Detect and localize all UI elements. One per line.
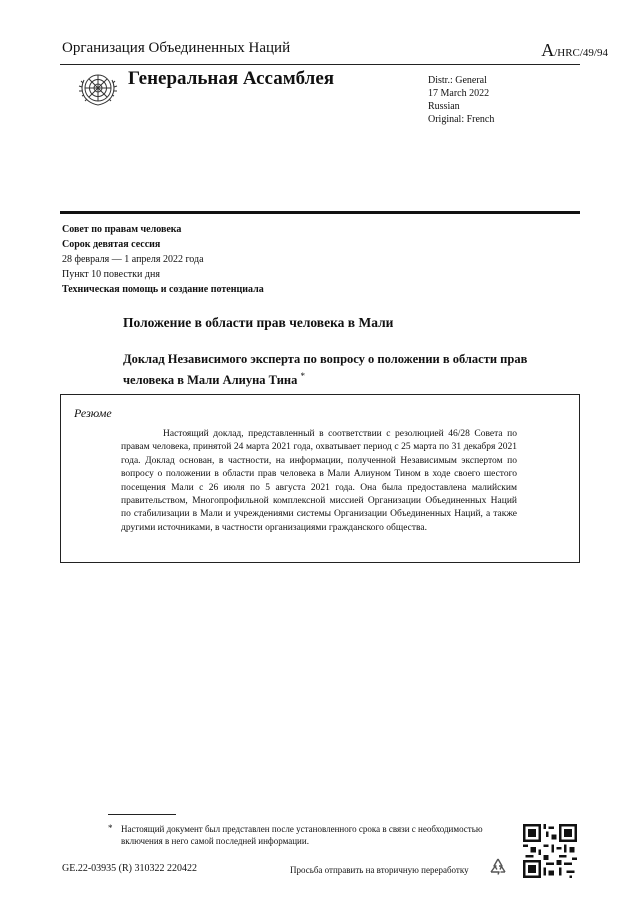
- council-name: Совет по правам человека: [62, 224, 182, 235]
- document-subtitle: [123, 351, 543, 389]
- agenda-item: Пункт 10 повестки дня: [62, 269, 160, 280]
- language-line: Russian: [428, 101, 460, 112]
- original-line: Original: French: [428, 114, 495, 125]
- symbol-prefix: A: [541, 40, 555, 60]
- document-symbol: [541, 40, 608, 61]
- assembly-title: Генеральная Ассамблея: [128, 68, 335, 89]
- recycle-notice: Просьба отправить на вторичную переработку: [290, 865, 469, 875]
- recycle-icon: [488, 857, 508, 877]
- footnote-rule: [108, 814, 176, 815]
- agenda-item-title: Техническая помощь и создание потенциала: [62, 284, 264, 295]
- footnote-mark: *: [108, 823, 113, 833]
- document-number: GE.22-03935 (R) 310322 220422: [62, 863, 197, 874]
- distr-line: Distr.: General: [428, 75, 487, 86]
- session-block: [62, 222, 264, 297]
- qr-code-icon: [523, 824, 577, 878]
- summary-label: Резюме: [74, 406, 112, 420]
- organization-name: Организация Объединенных Наций: [62, 40, 291, 56]
- un-emblem-icon: [78, 68, 118, 108]
- subtitle-text: Доклад Независимого эксперта по вопросу о положении в области прав человека в Мали Алиуна Тина: [123, 352, 528, 388]
- symbol-rest: /HRC/49/94: [554, 47, 608, 59]
- date-line: 17 March 2022: [428, 88, 490, 99]
- summary-text: Настоящий доклад, представленный в соответствии с резолюцией 46/28 Совета по правам человека, принятой 24 марта 2021 года, охватывает период с 25 марта по 31 декабря 2021 года. Доклад основан, в частности, на информации, полученной Независимым экспертом по вопросу о положении в области прав человека в Мали Алиуном Тином в ходе своего шестого посещения Мали с 26 июля по 5 августа 2021 года. Она была предоставлена малийским правительством, Многопрофильной комплексной миссией Организации Объединенных Наций по стабилизации в Мали и учреждениями системы Организации Объединенных Наций, а также другими источниками, в частности организациями гражданского общества.: [121, 429, 517, 533]
- header-rule: [60, 64, 580, 65]
- distribution-block: [428, 74, 494, 126]
- session-dates: 28 февраля — 1 апреля 2022 года: [62, 254, 204, 265]
- session-number: Сорок девятая сессия: [62, 239, 161, 250]
- subtitle-footnote-mark: *: [300, 371, 305, 381]
- footnote-text: Настоящий документ был представлен после установленного срока в связи с необходимостью включения в него самой последней информации.: [121, 824, 483, 846]
- document-title: Положение в области прав человека в Мали: [123, 315, 394, 330]
- thick-rule: [60, 211, 580, 214]
